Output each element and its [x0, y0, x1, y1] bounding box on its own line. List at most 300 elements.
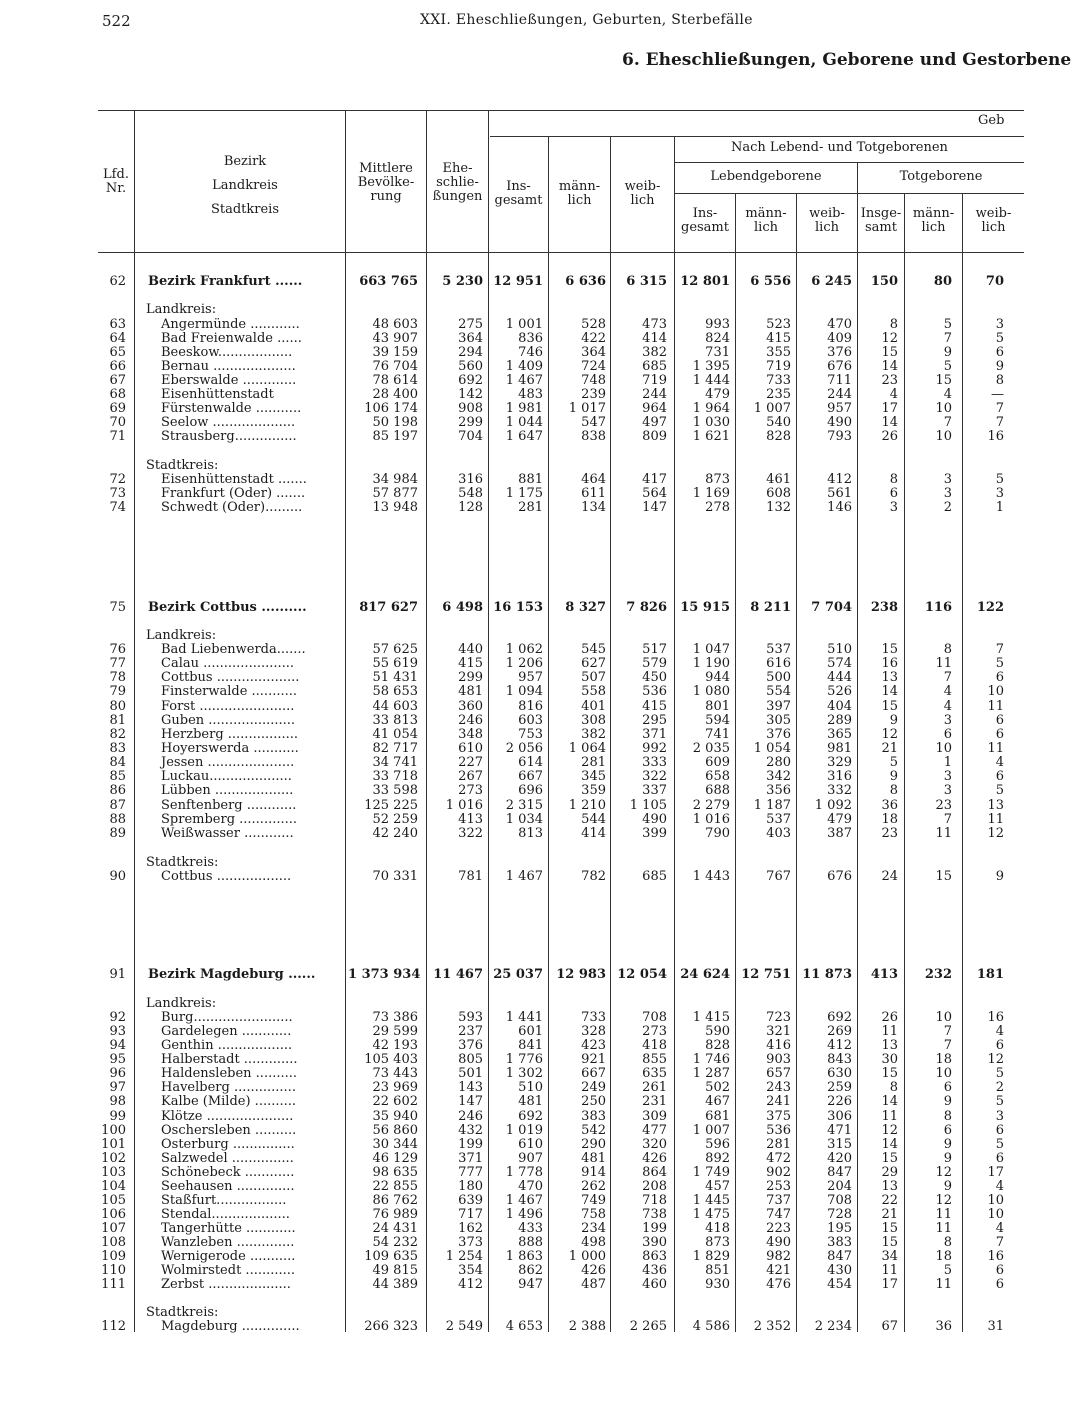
cell-eheschliessungen: 610 — [458, 741, 483, 756]
cell-lebend-weiblich: 981 — [827, 741, 852, 756]
cell-tot-weiblich: 4 — [995, 1024, 1004, 1039]
cell-eheschliessungen: 267 — [458, 769, 483, 784]
region-name: Eberswalde ............. — [161, 373, 297, 388]
cell-lebend-weiblich: 2 234 — [814, 1319, 852, 1334]
row-number: 112 — [101, 1319, 126, 1334]
cell-tot-maennlich: 8 — [943, 1109, 952, 1124]
cell-tot-insgesamt: 11 — [881, 1109, 898, 1124]
cell-bevoelkerung: 57 625 — [372, 642, 418, 657]
cell-geborene-weiblich: 992 — [642, 741, 667, 756]
cell-lebend-insgesamt: 828 — [705, 1038, 730, 1053]
cell-tot-maennlich: 11 — [935, 1221, 952, 1236]
cell-geborene-weiblich: 864 — [642, 1165, 667, 1180]
cell-tot-weiblich: 5 — [995, 1094, 1004, 1109]
cell-geborene-weiblich: 333 — [642, 755, 667, 770]
cell-tot-insgesamt: 11 — [881, 1263, 898, 1278]
cell-lebend-insgesamt: 1 007 — [692, 1123, 730, 1138]
header-lebendgeborene: Lebendgeborene — [710, 169, 822, 184]
region-name: Beeskow.................. — [161, 345, 293, 360]
cell-geborene-insgesamt: 667 — [518, 769, 543, 784]
cell-tot-insgesamt: 15 — [881, 642, 898, 657]
cell-lebend-maennlich: 472 — [766, 1151, 791, 1166]
cell-lebend-weiblich: 793 — [827, 429, 852, 444]
cell-geborene-weiblich: 719 — [642, 373, 667, 388]
cell-tot-insgesamt: 23 — [881, 826, 898, 841]
cell-eheschliessungen: 348 — [458, 727, 483, 742]
cell-geborene-insgesamt: 510 — [518, 1080, 543, 1095]
cell-geborene-insgesamt: 957 — [518, 670, 543, 685]
cell-lebend-maennlich: 616 — [766, 656, 791, 671]
cell-bevoelkerung: 24 431 — [372, 1221, 418, 1236]
row-number: 76 — [109, 642, 126, 657]
cell-eheschliessungen: 432 — [458, 1123, 483, 1138]
cell-bevoelkerung: 22 855 — [372, 1179, 418, 1194]
region-name: Magdeburg .............. — [161, 1319, 300, 1334]
cell-lebend-maennlich: 719 — [766, 359, 791, 374]
cell-tot-insgesamt: 15 — [881, 1235, 898, 1250]
cell-lebend-insgesamt: 1 047 — [692, 642, 730, 657]
cell-lebend-weiblich: 226 — [827, 1094, 852, 1109]
cell-bevoelkerung: 52 259 — [372, 812, 418, 827]
cell-geborene-maennlich: 733 — [581, 1010, 606, 1025]
table-row — [0, 756, 1024, 770]
cell-tot-maennlich: 12 — [935, 1165, 952, 1180]
table-row — [0, 1194, 1024, 1208]
cell-tot-maennlich: 6 — [943, 1123, 952, 1138]
table-row — [0, 1166, 1024, 1180]
cell-bevoelkerung: 30 344 — [372, 1137, 418, 1152]
cell-lebend-weiblich: 7 704 — [811, 600, 852, 615]
cell-geborene-insgesamt: 881 — [518, 472, 543, 487]
cell-tot-weiblich: 12 — [987, 1052, 1004, 1067]
cell-tot-maennlich: 18 — [935, 1052, 952, 1067]
cell-bevoelkerung: 109 635 — [364, 1249, 418, 1264]
table-row — [0, 1039, 1024, 1053]
cell-lebend-weiblich: 470 — [827, 317, 852, 332]
cell-tot-insgesamt: 15 — [881, 699, 898, 714]
cell-tot-insgesamt: 21 — [881, 741, 898, 756]
region-name: Schwedt (Oder)......... — [161, 500, 303, 515]
cell-tot-weiblich: 31 — [987, 1319, 1004, 1334]
region-name: Strausberg............... — [161, 429, 297, 444]
cell-geborene-maennlich: 782 — [581, 869, 606, 884]
cell-geborene-maennlich: 401 — [581, 699, 606, 714]
table-row — [0, 318, 1024, 332]
cell-geborene-maennlich: 627 — [581, 656, 606, 671]
table-row — [0, 1011, 1024, 1025]
cell-bevoelkerung: 23 969 — [372, 1080, 418, 1095]
cell-lebend-insgesamt: 1 746 — [692, 1052, 730, 1067]
table-row — [0, 1236, 1024, 1250]
cell-bevoelkerung: 56 860 — [372, 1123, 418, 1138]
cell-geborene-weiblich: 390 — [642, 1235, 667, 1250]
cell-eheschliessungen: 1 254 — [445, 1249, 483, 1264]
cell-lebend-maennlich: 500 — [766, 670, 791, 685]
cell-tot-weiblich: 1 — [995, 500, 1004, 515]
region-name: Herzberg ................. — [161, 727, 299, 742]
cell-tot-weiblich: 17 — [987, 1165, 1004, 1180]
cell-geborene-insgesamt: 1 496 — [505, 1207, 543, 1222]
cell-tot-insgesamt: 12 — [881, 331, 898, 346]
cell-tot-insgesamt: 30 — [881, 1052, 898, 1067]
cell-lebend-insgesamt: 790 — [705, 826, 730, 841]
header-geborene: Geb — [978, 113, 1005, 128]
region-name: Calau ...................... — [161, 656, 295, 671]
cell-tot-insgesamt: 150 — [870, 274, 898, 289]
cell-tot-insgesamt: 67 — [881, 1319, 898, 1334]
cell-eheschliessungen: 237 — [458, 1024, 483, 1039]
cell-geborene-maennlich: 8 327 — [565, 600, 606, 615]
cell-tot-insgesamt: 15 — [881, 1151, 898, 1166]
cell-eheschliessungen: 376 — [458, 1038, 483, 1053]
cell-tot-weiblich: 181 — [976, 967, 1004, 982]
cell-bevoelkerung: 85 197 — [372, 429, 418, 444]
cell-eheschliessungen: 717 — [458, 1207, 483, 1222]
table-row — [0, 487, 1024, 501]
cell-geborene-weiblich: 477 — [642, 1123, 667, 1138]
cell-tot-maennlich: 5 — [943, 359, 952, 374]
table-row — [0, 657, 1024, 671]
cell-tot-weiblich: 11 — [987, 812, 1004, 827]
region-name: Hoyerswerda ........... — [161, 741, 299, 756]
table-row — [0, 799, 1024, 813]
cell-geborene-maennlich: 12 983 — [556, 967, 606, 982]
cell-bevoelkerung: 42 193 — [372, 1038, 418, 1053]
cell-bevoelkerung: 50 198 — [372, 415, 418, 430]
cell-lebend-weiblich: 454 — [827, 1277, 852, 1292]
cell-eheschliessungen: 143 — [458, 1080, 483, 1095]
cell-geborene-maennlich: 345 — [581, 769, 606, 784]
cell-tot-insgesamt: 16 — [881, 656, 898, 671]
row-number: 79 — [109, 684, 126, 699]
cell-lebend-weiblich: 387 — [827, 826, 852, 841]
cell-tot-maennlich: 7 — [943, 1024, 952, 1039]
cell-eheschliessungen: 639 — [458, 1193, 483, 1208]
cell-lebend-insgesamt: 1 444 — [692, 373, 730, 388]
cell-geborene-maennlich: 542 — [581, 1123, 606, 1138]
cell-eheschliessungen: 316 — [458, 472, 483, 487]
cell-tot-weiblich: 7 — [995, 401, 1004, 416]
cell-geborene-weiblich: 417 — [642, 472, 667, 487]
cell-lebend-maennlich: 235 — [766, 387, 791, 402]
cell-eheschliessungen: 294 — [458, 345, 483, 360]
row-number: 87 — [109, 798, 126, 813]
region-name: Seehausen .............. — [161, 1179, 295, 1194]
cell-geborene-maennlich: 558 — [581, 684, 606, 699]
cell-bevoelkerung: 54 232 — [372, 1235, 418, 1250]
cell-lebend-insgesamt: 24 624 — [680, 967, 730, 982]
cell-geborene-weiblich: 497 — [642, 415, 667, 430]
cell-bevoelkerung: 35 940 — [372, 1109, 418, 1124]
cell-geborene-insgesamt: 603 — [518, 713, 543, 728]
cell-lebend-maennlich: 281 — [766, 1137, 791, 1152]
cell-geborene-insgesamt: 481 — [518, 1094, 543, 1109]
cell-tot-insgesamt: 8 — [889, 1080, 898, 1095]
cell-lebend-weiblich: 259 — [827, 1080, 852, 1095]
cell-tot-maennlich: 7 — [943, 812, 952, 827]
cell-tot-maennlich: 10 — [935, 401, 952, 416]
table-title: 6. Eheschließungen, Geborene und Gestorbene — [622, 50, 1071, 70]
table-row — [0, 714, 1024, 728]
cell-bevoelkerung: 105 403 — [364, 1052, 418, 1067]
region-name: Cottbus .................... — [161, 670, 300, 685]
cell-lebend-insgesamt: 873 — [705, 472, 730, 487]
row-number: 90 — [109, 869, 126, 884]
row-number: 70 — [109, 415, 126, 430]
cell-tot-maennlich: 4 — [943, 684, 952, 699]
cell-lebend-insgesamt: 1 169 — [692, 486, 730, 501]
cell-tot-weiblich: 16 — [987, 1010, 1004, 1025]
cell-bevoelkerung: 78 614 — [372, 373, 418, 388]
cell-lebend-weiblich: 315 — [827, 1137, 852, 1152]
row-number: 104 — [101, 1179, 126, 1194]
cell-geborene-weiblich: 436 — [642, 1263, 667, 1278]
cell-geborene-insgesamt: 610 — [518, 1137, 543, 1152]
header-nach-lebend-tot: Nach Lebend- und Totgeborenen — [731, 140, 948, 155]
cell-geborene-weiblich: 261 — [642, 1080, 667, 1095]
cell-lebend-weiblich: 676 — [827, 359, 852, 374]
cell-bevoelkerung: 76 704 — [372, 359, 418, 374]
cell-lebend-maennlich: 342 — [766, 769, 791, 784]
cell-lebend-weiblich: 430 — [827, 1263, 852, 1278]
region-name: Haldensleben .......... — [161, 1066, 297, 1081]
cell-lebend-maennlich: 1 054 — [753, 741, 791, 756]
cell-geborene-insgesamt: 433 — [518, 1221, 543, 1236]
cell-tot-weiblich: 3 — [995, 1109, 1004, 1124]
row-number: 85 — [109, 769, 126, 784]
row-number: 68 — [109, 387, 126, 402]
region-name: Eisenhüttenstadt — [161, 387, 274, 402]
region-name: Fürstenwalde ........... — [161, 401, 302, 416]
table-row — [0, 346, 1024, 360]
cell-bevoelkerung: 44 603 — [372, 699, 418, 714]
cell-lebend-insgesamt: 1 287 — [692, 1066, 730, 1081]
region-name: Genthin .................. — [161, 1038, 293, 1053]
cell-lebend-maennlich: 767 — [766, 869, 791, 884]
cell-geborene-insgesamt: 614 — [518, 755, 543, 770]
cell-lebend-weiblich: 510 — [827, 642, 852, 657]
cell-geborene-maennlich: 1 000 — [568, 1249, 606, 1264]
cell-tot-insgesamt: 413 — [870, 967, 898, 982]
section-label-row — [0, 856, 1024, 870]
cell-lebend-insgesamt: 2 035 — [692, 741, 730, 756]
cell-geborene-insgesamt: 907 — [518, 1151, 543, 1166]
cell-lebend-weiblich: 444 — [827, 670, 852, 685]
row-number: 111 — [101, 1277, 126, 1292]
cell-tot-insgesamt: 23 — [881, 373, 898, 388]
cell-tot-maennlich: 9 — [943, 1137, 952, 1152]
header-lebend-maennlich: männ- lich — [745, 206, 787, 235]
cell-tot-weiblich: 4 — [995, 1179, 1004, 1194]
row-number: 63 — [109, 317, 126, 332]
section-label: Stadtkreis: — [146, 458, 219, 473]
cell-geborene-maennlich: 281 — [581, 755, 606, 770]
header-totgeborene: Totgeborene — [899, 169, 983, 184]
cell-lebend-maennlich: 132 — [766, 500, 791, 515]
cell-lebend-insgesamt: 1 621 — [692, 429, 730, 444]
table-row — [0, 1081, 1024, 1095]
cell-lebend-insgesamt: 892 — [705, 1151, 730, 1166]
cell-eheschliessungen: 501 — [458, 1066, 483, 1081]
cell-tot-weiblich: 3 — [995, 486, 1004, 501]
region-name: Bad Liebenwerda....... — [161, 642, 306, 657]
cell-eheschliessungen: 275 — [458, 317, 483, 332]
cell-lebend-insgesamt: 1 016 — [692, 812, 730, 827]
region-name: Seelow .................... — [161, 415, 296, 430]
cell-eheschliessungen: 180 — [458, 1179, 483, 1194]
cell-geborene-maennlich: 921 — [581, 1052, 606, 1067]
cell-lebend-maennlich: 540 — [766, 415, 791, 430]
cell-geborene-maennlich: 134 — [581, 500, 606, 515]
cell-geborene-weiblich: 718 — [642, 1193, 667, 1208]
cell-lebend-maennlich: 376 — [766, 727, 791, 742]
table-row — [0, 870, 1024, 884]
region-name: Jessen ..................... — [161, 755, 295, 770]
cell-tot-weiblich: 3 — [995, 317, 1004, 332]
cell-tot-maennlich: 10 — [935, 1066, 952, 1081]
cell-bevoelkerung: 70 331 — [372, 869, 418, 884]
table-row — [0, 671, 1024, 685]
table-row — [0, 332, 1024, 346]
cell-geborene-maennlich: 1 064 — [568, 741, 606, 756]
cell-tot-maennlich: 9 — [943, 1151, 952, 1166]
cell-tot-maennlich: 3 — [943, 713, 952, 728]
cell-eheschliessungen: 6 498 — [442, 600, 483, 615]
cell-bevoelkerung: 125 225 — [364, 798, 418, 813]
table-row — [0, 501, 1024, 515]
region-name: Wolmirstedt ............ — [161, 1263, 296, 1278]
row-number: 95 — [109, 1052, 126, 1067]
cell-tot-maennlich: 11 — [935, 826, 952, 841]
cell-lebend-weiblich: 412 — [827, 1038, 852, 1053]
row-number: 80 — [109, 699, 126, 714]
cell-bevoelkerung: 76 989 — [372, 1207, 418, 1222]
cell-lebend-insgesamt: 12 801 — [680, 274, 730, 289]
cell-geborene-insgesamt: 1 001 — [505, 317, 543, 332]
cell-geborene-maennlich: 528 — [581, 317, 606, 332]
cell-geborene-insgesamt: 1 778 — [505, 1165, 543, 1180]
row-number: 97 — [109, 1080, 126, 1095]
cell-lebend-maennlich: 8 211 — [750, 600, 791, 615]
cell-lebend-maennlich: 536 — [766, 1123, 791, 1138]
cell-lebend-insgesamt: 596 — [705, 1137, 730, 1152]
cell-geborene-insgesamt: 813 — [518, 826, 543, 841]
table-row — [0, 1320, 1024, 1334]
row-number: 88 — [109, 812, 126, 827]
region-name: Halberstadt ............. — [161, 1052, 298, 1067]
cell-tot-maennlich: 9 — [943, 1094, 952, 1109]
cell-eheschliessungen: 273 — [458, 783, 483, 798]
cell-geborene-weiblich: 809 — [642, 429, 667, 444]
region-name: Frankfurt (Oder) ....... — [161, 486, 306, 501]
table-row — [0, 1208, 1024, 1222]
row-number: 72 — [109, 472, 126, 487]
section-label: Landkreis: — [146, 302, 217, 317]
cell-tot-insgesamt: 3 — [889, 500, 898, 515]
cell-geborene-insgesamt: 25 037 — [493, 967, 543, 982]
cell-geborene-maennlich: 1 017 — [568, 401, 606, 416]
row-number: 98 — [109, 1094, 126, 1109]
cell-tot-weiblich: 13 — [987, 798, 1004, 813]
cell-geborene-weiblich: 12 054 — [617, 967, 667, 982]
cell-lebend-maennlich: 243 — [766, 1080, 791, 1095]
cell-tot-maennlich: 9 — [943, 1179, 952, 1194]
cell-geborene-maennlich: 249 — [581, 1080, 606, 1095]
cell-geborene-insgesamt: 4 653 — [505, 1319, 543, 1334]
table-row — [0, 360, 1024, 374]
cell-tot-weiblich: 11 — [987, 699, 1004, 714]
table-row — [0, 374, 1024, 388]
cell-geborene-maennlich: 359 — [581, 783, 606, 798]
cell-geborene-insgesamt: 281 — [518, 500, 543, 515]
row-number: 75 — [109, 600, 126, 615]
row-number: 110 — [101, 1263, 126, 1278]
cell-tot-insgesamt: 14 — [881, 359, 898, 374]
cell-geborene-maennlich: 464 — [581, 472, 606, 487]
cell-eheschliessungen: 412 — [458, 1277, 483, 1292]
cell-tot-maennlich: 15 — [935, 373, 952, 388]
nach-rule — [675, 162, 1024, 163]
cell-bevoelkerung: 266 323 — [364, 1319, 418, 1334]
table-row — [0, 1053, 1024, 1067]
cell-eheschliessungen: 704 — [458, 429, 483, 444]
cell-tot-insgesamt: 8 — [889, 317, 898, 332]
cell-lebend-maennlich: 375 — [766, 1109, 791, 1124]
cell-lebend-weiblich: 526 — [827, 684, 852, 699]
cell-tot-insgesamt: 9 — [889, 713, 898, 728]
cell-tot-maennlich: 80 — [933, 274, 952, 289]
cell-tot-weiblich: 11 — [987, 741, 1004, 756]
row-number: 108 — [101, 1235, 126, 1250]
table-row — [0, 1067, 1024, 1081]
cell-bevoelkerung: 1 373 934 — [348, 967, 421, 982]
cell-bevoelkerung: 86 762 — [372, 1193, 418, 1208]
row-number: 103 — [101, 1165, 126, 1180]
cell-geborene-insgesamt: 1 981 — [505, 401, 543, 416]
row-number: 105 — [101, 1193, 126, 1208]
cell-tot-insgesamt: 9 — [889, 769, 898, 784]
cell-tot-insgesamt: 18 — [881, 812, 898, 827]
cell-eheschliessungen: 777 — [458, 1165, 483, 1180]
cell-geborene-maennlich: 262 — [581, 1179, 606, 1194]
cell-eheschliessungen: 373 — [458, 1235, 483, 1250]
header-region: Bezirk Landkreis Stadtkreis — [210, 154, 280, 217]
cell-geborene-maennlich: 6 636 — [565, 274, 606, 289]
cell-bevoelkerung: 98 635 — [372, 1165, 418, 1180]
header-eheschliessungen: Ehe- schlie- ßungen — [432, 161, 483, 204]
table-row — [0, 827, 1024, 841]
cell-tot-maennlich: 6 — [943, 727, 952, 742]
cell-geborene-maennlich: 507 — [581, 670, 606, 685]
cell-geborene-weiblich: 708 — [642, 1010, 667, 1025]
region-name: Angermünde ............ — [161, 317, 300, 332]
running-head: XXI. Eheschließungen, Geburten, Sterbefälle — [420, 12, 753, 28]
header-lebend-insgesamt: Ins- gesamt — [681, 206, 729, 235]
row-number: 77 — [109, 656, 126, 671]
table-row — [0, 1278, 1024, 1292]
cell-bevoelkerung: 28 400 — [372, 387, 418, 402]
table-row — [0, 388, 1024, 402]
cell-lebend-insgesamt: 681 — [705, 1109, 730, 1124]
cell-bevoelkerung: 51 431 — [372, 670, 418, 685]
cell-geborene-maennlich: 724 — [581, 359, 606, 374]
cell-geborene-weiblich: 579 — [642, 656, 667, 671]
cell-lebend-weiblich: 420 — [827, 1151, 852, 1166]
cell-lebend-maennlich: 305 — [766, 713, 791, 728]
cell-lebend-insgesamt: 479 — [705, 387, 730, 402]
cell-lebend-weiblich: 708 — [827, 1193, 852, 1208]
region-name: Havelberg ............... — [161, 1080, 296, 1095]
